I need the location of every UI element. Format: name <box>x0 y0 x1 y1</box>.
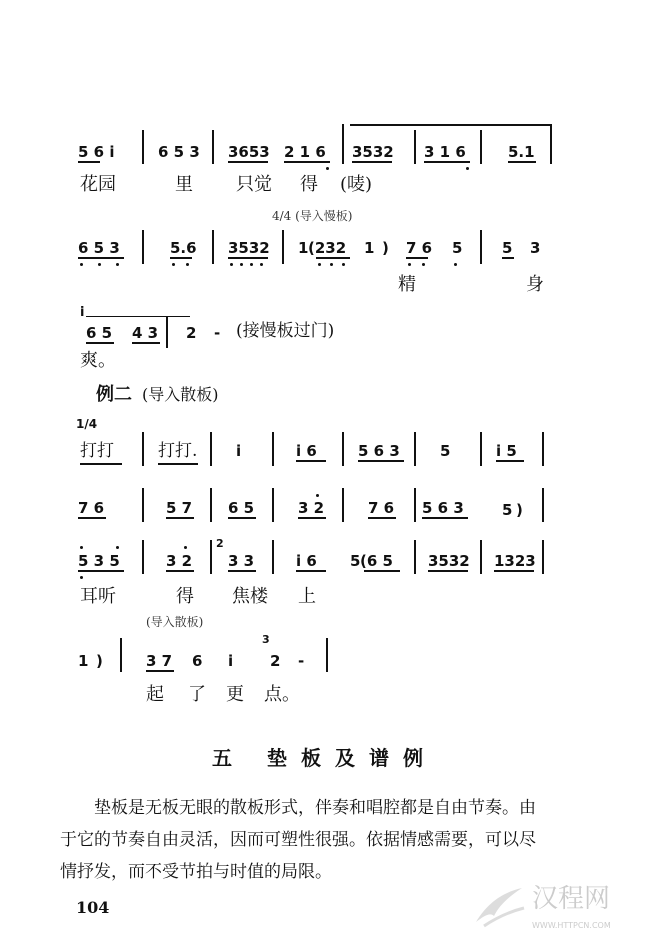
measure: (232 <box>308 239 347 257</box>
measure: 3532 <box>352 143 394 161</box>
paragraph-line: 垫板是无板无眼的散板形式，伴奏和唱腔都是自由节奏。由 <box>94 798 536 818</box>
measure: 5 <box>452 239 463 257</box>
lyric: 里 <box>175 174 193 195</box>
grace-note: 3 <box>262 633 270 646</box>
measure: 5 3 5 <box>78 552 120 570</box>
measure: 3 2 <box>298 499 325 517</box>
measure: 5.1 <box>508 143 535 161</box>
grace-note: 2 <box>216 537 224 550</box>
measure: - <box>214 324 221 342</box>
watermark <box>470 880 650 940</box>
lyric: 点。 <box>264 684 300 705</box>
lyric: 焦楼 <box>232 586 268 607</box>
lyric: 耳听 <box>80 586 116 607</box>
measure: ) <box>382 239 389 257</box>
measure: (6 5 <box>360 552 393 570</box>
measure: 4 3 <box>132 324 159 342</box>
measure: 2 <box>270 652 281 670</box>
watermark-text: 汉程网 <box>532 884 611 914</box>
measure: 5 6 3 <box>422 499 464 517</box>
measure: 5 6 i <box>78 143 115 161</box>
measure: 5 <box>440 442 451 460</box>
measure: 5 7 <box>166 499 193 517</box>
measure: 7 6 <box>78 499 105 517</box>
paragraph-line: 于它的节奏自由灵活，因而可塑性很强。依据情感需要，可以尽 <box>60 830 536 850</box>
measure: 3 1 6 <box>424 143 466 161</box>
measure: - <box>298 652 305 670</box>
measure: i 6 <box>296 552 317 570</box>
lyric: 得 <box>176 586 194 607</box>
lyric: (唛) <box>340 174 373 195</box>
measure: 2 1 6 <box>284 143 326 161</box>
lyric: 爽。 <box>80 350 116 371</box>
lyric: 得 <box>300 174 318 195</box>
measure: 5 <box>502 239 513 257</box>
measure: i <box>228 652 234 670</box>
measure: i <box>236 442 242 460</box>
measure: 3 7 <box>146 652 173 670</box>
measure: 1 <box>364 239 375 257</box>
measure: 5 <box>350 552 361 570</box>
paragraph-line: 情抒发，而不受节拍与时值的局限。 <box>60 862 332 882</box>
lyric: 更 <box>226 684 244 705</box>
measure: 3532 <box>428 552 470 570</box>
interlude-note: (接慢板过门) <box>236 321 335 341</box>
measure: 3 <box>530 239 541 257</box>
grace-note: i <box>80 305 85 320</box>
measure: 5 <box>502 501 513 519</box>
lyric: 了 <box>188 684 206 705</box>
measure: 6 <box>192 652 203 670</box>
measure: 7 6 <box>406 239 433 257</box>
lyric: 只觉 <box>236 174 272 195</box>
lyric: 上 <box>298 586 316 607</box>
measure: 6 5 3 <box>158 143 200 161</box>
measure: 7 6 <box>368 499 395 517</box>
example-subtitle: (导入散板) <box>142 385 219 404</box>
measure: 3 2 <box>166 552 193 570</box>
measure: 1 <box>298 239 309 257</box>
lyric: 花园 <box>80 174 116 195</box>
tempo-marking: 4/4 (导入慢板) <box>272 209 353 223</box>
measure: 5 6 3 <box>358 442 400 460</box>
section-heading: 五 垫板及谱例 <box>212 746 437 770</box>
lyric: 起 <box>146 684 164 705</box>
tempo-marking: (导入散板) <box>146 615 204 629</box>
measure: 3 3 <box>228 552 255 570</box>
lyric: 身 <box>526 274 544 295</box>
measure: 6 5 3 <box>78 239 120 257</box>
measure: 打打. <box>158 441 198 461</box>
time-signature: 1/4 <box>76 417 98 431</box>
measure: 打打 <box>80 441 114 461</box>
measure: 1 <box>78 652 89 670</box>
example-title: 例二 <box>96 384 132 405</box>
measure: 6 5 <box>228 499 255 517</box>
measure: i 5 <box>496 442 517 460</box>
page-number: 104 <box>76 898 110 917</box>
measure: i 6 <box>296 442 317 460</box>
measure: 3653 <box>228 143 270 161</box>
watermark-logo-icon <box>470 882 530 932</box>
watermark-url: WWW.HTTPCN.COM <box>532 921 611 930</box>
measure: ) <box>96 652 103 670</box>
measure: 3532 <box>228 239 270 257</box>
measure: 1323 <box>494 552 536 570</box>
lyric: 精 <box>398 274 416 295</box>
measure: 5.6 <box>170 239 197 257</box>
measure: 2 <box>186 324 197 342</box>
measure: ) <box>516 501 523 519</box>
measure: 6 5 <box>86 324 113 342</box>
